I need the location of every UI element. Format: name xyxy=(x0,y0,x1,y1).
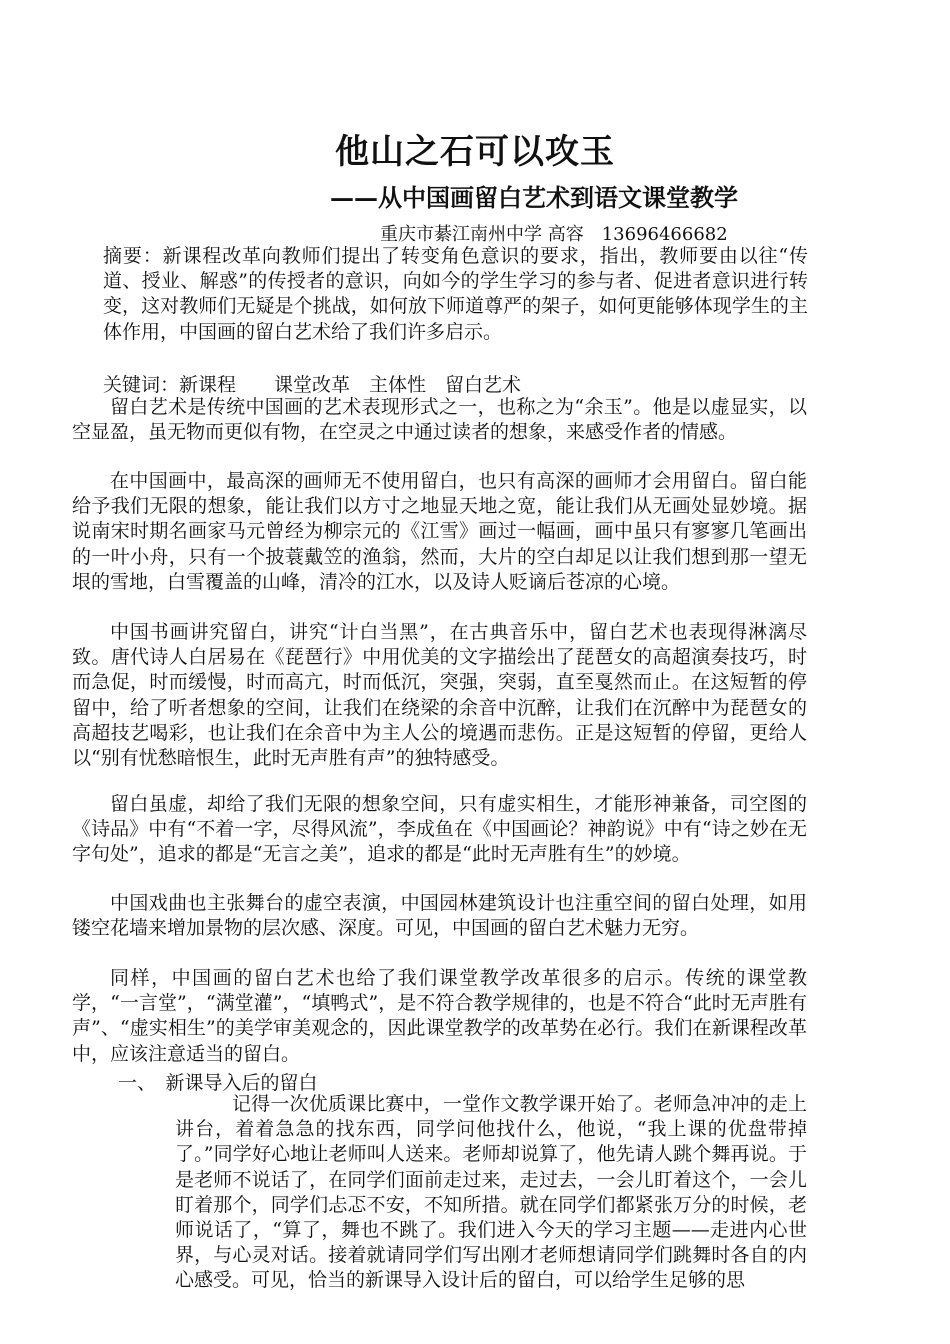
abstract xyxy=(103,244,808,345)
paragraph-text: 在中国画中，最高深的画师无不使用留白，也只有高深的画师才会用留白。留白能给予我们无限的想象，能让我们以方寸之地显天地之宽，能让我们从无画处显妙境。据说南宋时期名画家马元曾经为柳宗元的《江雪》画过一幅画，画中虽只有寥寥几笔画出的一叶小舟，只有一个披蓑戴笠的渔翁，然而，大片的空白却足以让我们想到那一望无垠的雪地，白雪覆盖的山峰，清冷的江水，以及诗人贬谪后苍凉的心境。 xyxy=(72,470,807,593)
keywords: 关键词：新课程 课堂改革 主体性 留白艺术 xyxy=(103,374,522,396)
paragraph-text: 同样，中国画的留白艺术也给了我们课堂教学改革很多的启示。传统的课堂教学，“一言堂”，“满堂灌”，“填鸭式”，是不符合教学规律的，也是不符合“此时无声胜有声”、“虚实相生”的美学审美观念的，因此课堂教学的改革势在必行。我们在新课程改革中，应该注意适当的留白。 xyxy=(72,967,807,1065)
section-1-paragraph xyxy=(175,1092,807,1294)
section-heading-1: 一、 新课导入后的留白 xyxy=(118,1072,318,1094)
document-title: 他山之石可以攻玉 xyxy=(335,132,615,172)
body-paragraph-2 xyxy=(72,469,807,595)
body-paragraph-1 xyxy=(72,395,807,445)
document-subtitle: ——从中国画留白艺术到语文课堂教学 xyxy=(330,183,738,212)
body-paragraph-6 xyxy=(72,966,807,1067)
body-paragraph-3 xyxy=(72,620,807,771)
paragraph-text: 记得一次优质课比赛中，一堂作文教学课开始了。老师急冲冲的走上讲台，着着急急的找东西，同学问他找什么，他说，“我上课的优盘带掉了。”同学好心地让老师叫人送来。老师却说算了，他先请人跳个舞再说。于是老师不说话了，在同学们面前走过来，走过去，一会儿盯着这个，一会儿盯着那个，同学们忐忑不安，不知所措。就在同学们都紧张万分的时候，老师说话了，“算了，舞也不跳了。我们进入今天的学习主题——走进内心世界，与心灵对话。接着就请同学们写出刚才老师想请同学们跳舞时各自的内心感受。可见，恰当的新课导入设计后的留白，可以给学生足够的思 xyxy=(175,1093,807,1292)
paragraph-text: 中国书画讲究留白，讲究“计白当黑”，在古典音乐中，留白艺术也表现得淋漓尽致。唐代诗人白居易在《琵琶行》中用优美的文字描绘出了琵琶女的高超演奏技巧，时而急促，时而缓慢，时而高亢，时而低沉，突强，突弱，直至戛然而止。在这短暂的停留中，给了听者想象的空间，让我们在绕梁的余音中沉醉，让我们在沉醉中为琵琶女的高超技艺喝彩，也让我们在余音中为主人公的境遇而悲伤。正是这短暂的停留，更给人以“别有忧愁暗恨生，此时无声胜有声”的独特感受。 xyxy=(72,621,807,770)
body-paragraph-4 xyxy=(72,792,807,868)
abstract-text: 摘要：新课程改革向教师们提出了转变角色意识的要求，指出，教师要由以往“传道、授业、解惑”的传授者的意识，向如今的学生学习的参与者、促进者意识进行转变，这对教师们无疑是个挑战，如何放下师道尊严的架子，如何更能够体现学生的主体作用，中国画的留白艺术给了我们许多启示。 xyxy=(103,245,808,343)
paragraph-text: 留白虽虚，却给了我们无限的想象空间，只有虚实相生，才能形神兼备，司空图的《诗品》中有“不着一字，尽得风流”，李成鱼在《中国画论？神韵说》中有“诗之妙在无字句处”，追求的都是“无言之美”，追求的都是“此时无声胜有生”的妙境。 xyxy=(72,793,807,866)
author-line: 重庆市綦江南州中学 高容 13696466682 xyxy=(380,224,728,245)
paragraph-text: 中国戏曲也主张舞台的虚空表演，中国园林建筑设计也注重空间的留白处理，如用镂空花墙来增加景物的层次感、深度。可见，中国画的留白艺术魅力无穷。 xyxy=(72,892,807,940)
body-paragraph-5 xyxy=(72,891,807,941)
paragraph-text: 留白艺术是传统中国画的艺术表现形式之一，也称之为“余玉”。他是以虚显实，以空显盈，虽无物而更似有物，在空灵之中通过读者的想象，来感受作者的情感。 xyxy=(72,396,807,444)
